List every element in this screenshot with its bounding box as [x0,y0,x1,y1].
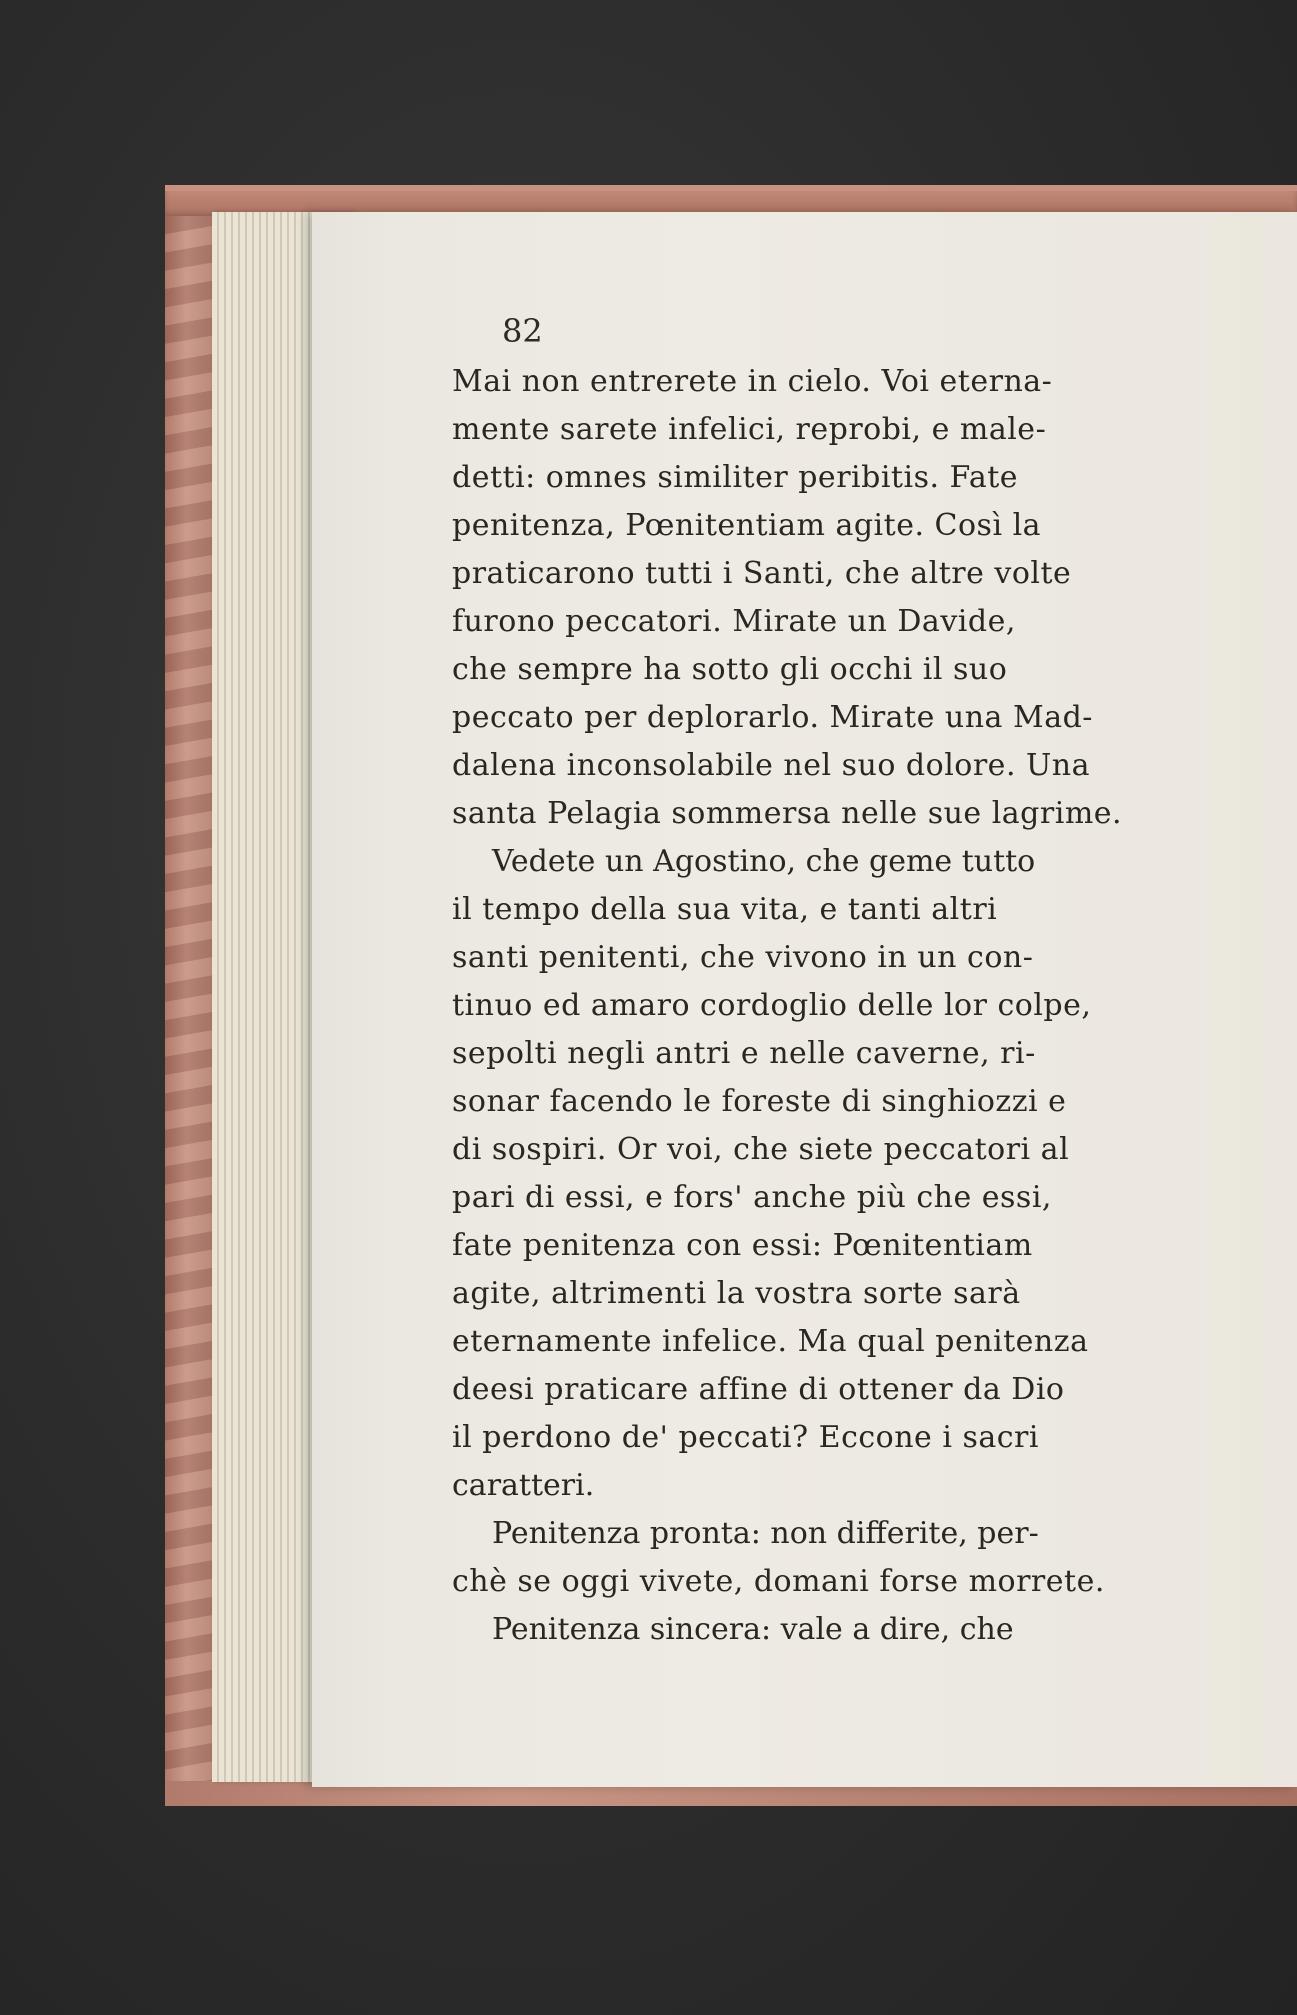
text-line: Penitenza pronta: non differite, per- [492,1516,1039,1551]
text-line: il tempo della sua vita, e tanti altri [452,892,998,927]
text-line: sonar facendo le foreste di singhiozzi e [452,1084,1067,1119]
text-line: sepolti negli antri e nelle caverne, ri- [452,1036,1036,1071]
text-line: chè se oggi vivete, domani forse morrete. [452,1564,1105,1599]
page-text [452,358,1297,1654]
book-page [312,212,1297,1787]
text-line: Penitenza sincera: vale a dire, che [492,1612,1014,1647]
text-line: santa Pelagia sommersa nelle sue lagrime. [452,796,1123,831]
text-line: pari di essi, e fors' anche più che essi, [452,1180,1052,1215]
text-line: detti: omnes similiter peribitis. Fate [452,460,1019,495]
text-line: agite, altrimenti la vostra sorte sarà [452,1276,1021,1311]
text-line: fate penitenza con essi: Pœnitentiam [452,1228,1033,1263]
text-line: che sempre ha sotto gli occhi il suo [452,652,1008,687]
text-line: praticarono tutti i Santi, che altre volte [452,556,1072,591]
text-line: di sospiri. Or voi, che siete peccatori al [452,1132,1070,1167]
text-line: Mai non entrerete in cielo. Voi eterna- [452,364,1053,399]
marbled-cover-edge [165,216,213,1781]
text-line: tinuo ed amaro cordoglio delle lor colpe, [452,988,1092,1023]
text-line: caratteri. [452,1468,595,1503]
text-line: eternamente infelice. Ma qual penitenza [452,1324,1089,1359]
text-line: peccato per deplorarlo. Mirate una Mad- [452,700,1093,735]
text-line: santi penitenti, che vivono in un con- [452,940,1034,975]
text-line: penitenza, Pœnitentiam agite. Così la [452,508,1042,543]
text-line: mente sarete infelici, reprobi, e male- [452,412,1047,447]
text-line: deesi praticare affine di ottener da Dio [452,1372,1065,1407]
text-line: Vedete un Agostino, che geme tutto [492,844,1036,879]
text-line: il perdono de' peccati? Eccone i sacri [452,1420,1039,1455]
text-line: dalena inconsolabile nel suo dolore. Una [452,748,1091,783]
page-number: 82 [502,312,543,350]
text-line: furono peccatori. Mirate un Davide, [452,604,1016,639]
